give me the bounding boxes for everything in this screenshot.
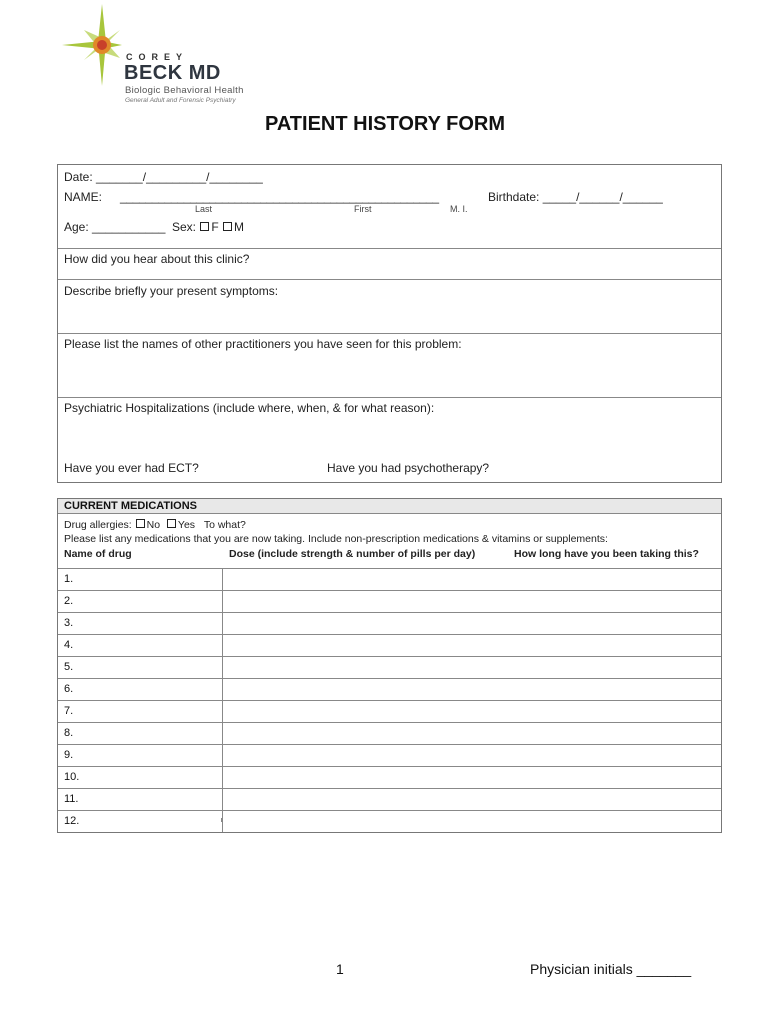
referral-question: How did you hear about this clinic? xyxy=(64,252,250,266)
ect-question: Have you ever had ECT? xyxy=(64,461,199,475)
practitioners-question: Please list the names of other practitioners you have seen for this problem: xyxy=(64,337,462,351)
column-divider xyxy=(222,723,223,744)
medications-info xyxy=(58,514,721,569)
col-dose: Dose (include strength & number of pills per day) xyxy=(229,548,476,560)
allergies-to-what: To what? xyxy=(203,519,246,531)
patient-info-section xyxy=(58,165,721,249)
birthdate-field[interactable]: Birthdate: _____/______/______ xyxy=(488,190,663,204)
medications-instructions: Please list any medications that you are now taking. Include non-prescription medications & vitamins or supplements: xyxy=(64,533,608,545)
column-divider xyxy=(222,679,223,700)
medication-row-number: 3. xyxy=(64,617,74,629)
medication-row[interactable] xyxy=(58,569,721,591)
allergies-label: Drug allergies: xyxy=(64,519,132,531)
medication-row[interactable] xyxy=(58,789,721,811)
logo-line-4: General Adult and Forensic Psychiatry xyxy=(125,97,236,104)
logo-line-3: Biologic Behavioral Health xyxy=(125,85,244,96)
symptoms-section[interactable] xyxy=(58,280,721,334)
sex-field xyxy=(172,220,244,234)
date-field[interactable]: Date: _______/_________/________ xyxy=(64,170,263,184)
medication-row[interactable] xyxy=(58,745,721,767)
medication-row-number: 7. xyxy=(64,705,74,717)
medication-row[interactable] xyxy=(58,591,721,613)
allergies-yes-label: Yes xyxy=(177,519,196,531)
column-divider xyxy=(222,613,223,634)
medication-rows xyxy=(58,569,721,832)
allergies-yes-checkbox[interactable] xyxy=(167,519,176,528)
sex-m-checkbox[interactable] xyxy=(223,222,232,231)
medication-row[interactable] xyxy=(58,613,721,635)
medication-row[interactable] xyxy=(58,811,721,832)
sex-f-label: F xyxy=(211,220,219,234)
medication-row-number: 5. xyxy=(64,661,74,673)
clinic-logo xyxy=(62,4,262,104)
column-divider xyxy=(222,569,223,590)
name-sublabel-first: First xyxy=(354,204,372,214)
medication-row[interactable] xyxy=(58,701,721,723)
logo-line-1: COREY xyxy=(126,52,189,62)
practitioners-section[interactable] xyxy=(58,334,721,398)
table-divider-tail xyxy=(221,818,222,822)
medication-row-number: 2. xyxy=(64,595,74,607)
age-field[interactable]: Age: ___________ xyxy=(64,220,166,234)
medication-row[interactable] xyxy=(58,657,721,679)
column-divider xyxy=(222,789,223,810)
column-divider xyxy=(222,767,223,788)
medication-row-number: 11. xyxy=(64,793,79,805)
referral-section[interactable] xyxy=(58,249,721,280)
page-title: PATIENT HISTORY FORM xyxy=(264,113,505,135)
column-divider xyxy=(222,701,223,722)
hospitalizations-question: Psychiatric Hospitalizations (include where, when, & for what reason): xyxy=(64,401,435,415)
patient-history-box xyxy=(57,164,722,483)
psychotherapy-question: Have you had psychotherapy? xyxy=(327,461,490,475)
allergies-no-checkbox[interactable] xyxy=(136,519,145,528)
medication-row[interactable] xyxy=(58,723,721,745)
column-divider xyxy=(222,657,223,678)
physician-initials: Physician initials _______ xyxy=(530,961,692,977)
medications-box xyxy=(57,498,722,833)
drug-allergies-line xyxy=(64,519,246,531)
symptoms-question: Describe briefly your present symptoms: xyxy=(64,284,279,298)
col-duration: How long have you been taking this? xyxy=(514,548,699,560)
name-sublabel-last: Last xyxy=(195,204,213,214)
medication-row-number: 1. xyxy=(64,573,74,585)
medication-row-number: 8. xyxy=(64,727,74,739)
sex-m-label: M xyxy=(234,220,245,234)
page-number: 1 xyxy=(336,961,344,977)
sex-label: Sex: xyxy=(172,220,197,234)
medication-row-number: 9. xyxy=(64,749,74,761)
medication-row-number: 4. xyxy=(64,639,74,651)
name-field[interactable]: __________________________________________________ xyxy=(120,190,439,204)
hospitalizations-section[interactable] xyxy=(58,398,721,482)
medication-row[interactable] xyxy=(58,679,721,701)
allergies-no-label: No xyxy=(146,519,161,531)
col-drug-name: Name of drug xyxy=(64,548,132,560)
name-sublabel-mi: M. I. xyxy=(450,204,468,214)
column-divider xyxy=(222,745,223,766)
sex-f-checkbox[interactable] xyxy=(200,222,209,231)
column-divider xyxy=(222,811,223,832)
medications-header: CURRENT MEDICATIONS xyxy=(58,499,721,514)
column-divider xyxy=(222,591,223,612)
medication-row[interactable] xyxy=(58,767,721,789)
logo-line-2: BECK MD xyxy=(124,62,221,84)
medication-row-number: 12. xyxy=(64,815,80,827)
name-label: NAME: xyxy=(64,190,103,204)
column-divider xyxy=(222,635,223,656)
medication-row-number: 10. xyxy=(64,771,80,783)
medication-row-number: 6. xyxy=(64,683,74,695)
medication-row[interactable] xyxy=(58,635,721,657)
